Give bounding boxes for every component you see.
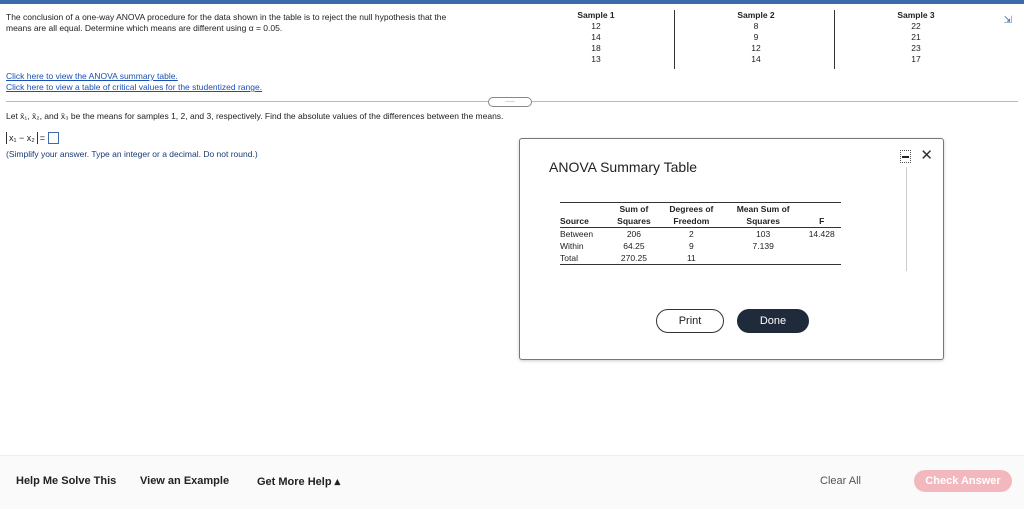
- column-divider: [834, 10, 835, 69]
- scroll-icon[interactable]: ⇲: [1003, 15, 1012, 26]
- cell-f: [802, 252, 841, 265]
- sample-value: 12: [591, 21, 601, 31]
- sample-value: 8: [753, 21, 759, 31]
- get-more-help-button[interactable]: Get More Help ▴: [257, 476, 341, 488]
- sample-value: 14: [591, 32, 601, 42]
- cell-source: Within: [560, 241, 584, 251]
- sample-column: [516, 10, 676, 65]
- table-header: Sum of: [609, 203, 659, 216]
- question-text: The conclusion of a one-way ANOVA procedure for the data shown in the table is to reject the null hypothesis that the means are all equal. Determine which means are different using α = 0.05.: [6, 12, 447, 33]
- table-header: F: [802, 215, 841, 228]
- cell-df: 2: [689, 229, 694, 239]
- cell-source: Total: [560, 252, 609, 265]
- check-answer-button[interactable]: Check Answer: [914, 470, 1012, 492]
- table-header: Source: [560, 215, 609, 228]
- view-example-button[interactable]: View an Example: [140, 475, 230, 487]
- sample-data-table: [516, 10, 1006, 70]
- cell-f: 14.428: [808, 229, 835, 239]
- sample-header: Sample 3: [897, 10, 935, 20]
- cell-f: [802, 240, 841, 252]
- table-header: Squares: [609, 215, 659, 228]
- absolute-difference-expression: x₁ − x₂: [6, 132, 38, 144]
- sample-value: 17: [911, 54, 921, 64]
- cell-ms: [724, 252, 802, 265]
- table-header: Squares: [724, 215, 802, 228]
- cell-ms: 7.139: [752, 241, 774, 251]
- cell-ss: 270.25: [609, 252, 659, 265]
- table-header: Mean Sum of: [724, 203, 802, 216]
- sample-value: 23: [911, 43, 921, 53]
- sample-header: Sample 1: [577, 10, 615, 20]
- print-button[interactable]: Print: [656, 309, 724, 333]
- view-critical-values-link[interactable]: Click here to view a table of critical values for the studentized range.: [6, 82, 263, 92]
- cell-ss: 206: [626, 229, 642, 239]
- view-anova-link[interactable]: Click here to view the ANOVA summary table.: [6, 71, 178, 81]
- answer-input[interactable]: [48, 132, 59, 144]
- equals-sign: =: [39, 133, 46, 143]
- sample-column: [836, 10, 996, 65]
- sample-column: [676, 10, 836, 65]
- help-me-solve-button[interactable]: Help Me Solve This: [16, 475, 117, 487]
- column-divider: [674, 10, 675, 69]
- table-header: [802, 203, 841, 216]
- cell-ss: 64.25: [623, 241, 645, 251]
- footer-bar: [0, 455, 1024, 509]
- anova-table: [560, 202, 841, 265]
- sample-value: 9: [753, 32, 759, 42]
- close-icon[interactable]: ✕: [920, 147, 933, 164]
- sample-header: Sample 2: [737, 10, 775, 20]
- sample-value: 12: [751, 43, 761, 53]
- expand-handle[interactable]: .....: [488, 97, 532, 107]
- dialog-title: ANOVA Summary Table: [549, 159, 698, 175]
- table-header: [560, 203, 609, 216]
- table-row: [560, 228, 841, 241]
- answer-row: [6, 132, 59, 144]
- sample-value: 21: [911, 32, 921, 42]
- sample-value: 18: [591, 43, 601, 53]
- answer-hint: (Simplify your answer. Type an integer or a decimal. Do not round.): [6, 149, 258, 159]
- dialog-scrollbar[interactable]: [906, 167, 907, 271]
- cell-ms: 103: [756, 229, 771, 239]
- clear-all-button[interactable]: Clear All: [820, 475, 861, 487]
- sample-value: 22: [911, 21, 921, 31]
- top-accent-bar: [0, 0, 1024, 4]
- table-row: [560, 240, 841, 252]
- table-row: [560, 252, 841, 265]
- sample-value: 14: [751, 54, 761, 64]
- cell-source: Between: [560, 229, 594, 239]
- cell-df: 11: [659, 252, 724, 265]
- minimize-icon[interactable]: [900, 150, 911, 163]
- sample-value: 13: [591, 54, 601, 64]
- cell-df: 9: [689, 241, 694, 251]
- anova-summary-dialog: [519, 138, 944, 360]
- table-header: Degrees of: [659, 203, 724, 216]
- done-button[interactable]: Done: [737, 309, 809, 333]
- table-header: Freedom: [659, 215, 724, 228]
- part-instructions: Let x̄₁, x̄₂, and x̄₃ be the means for samples 1, 2, and 3, respectively. Find the absolute values of the differences between the means.: [6, 111, 504, 121]
